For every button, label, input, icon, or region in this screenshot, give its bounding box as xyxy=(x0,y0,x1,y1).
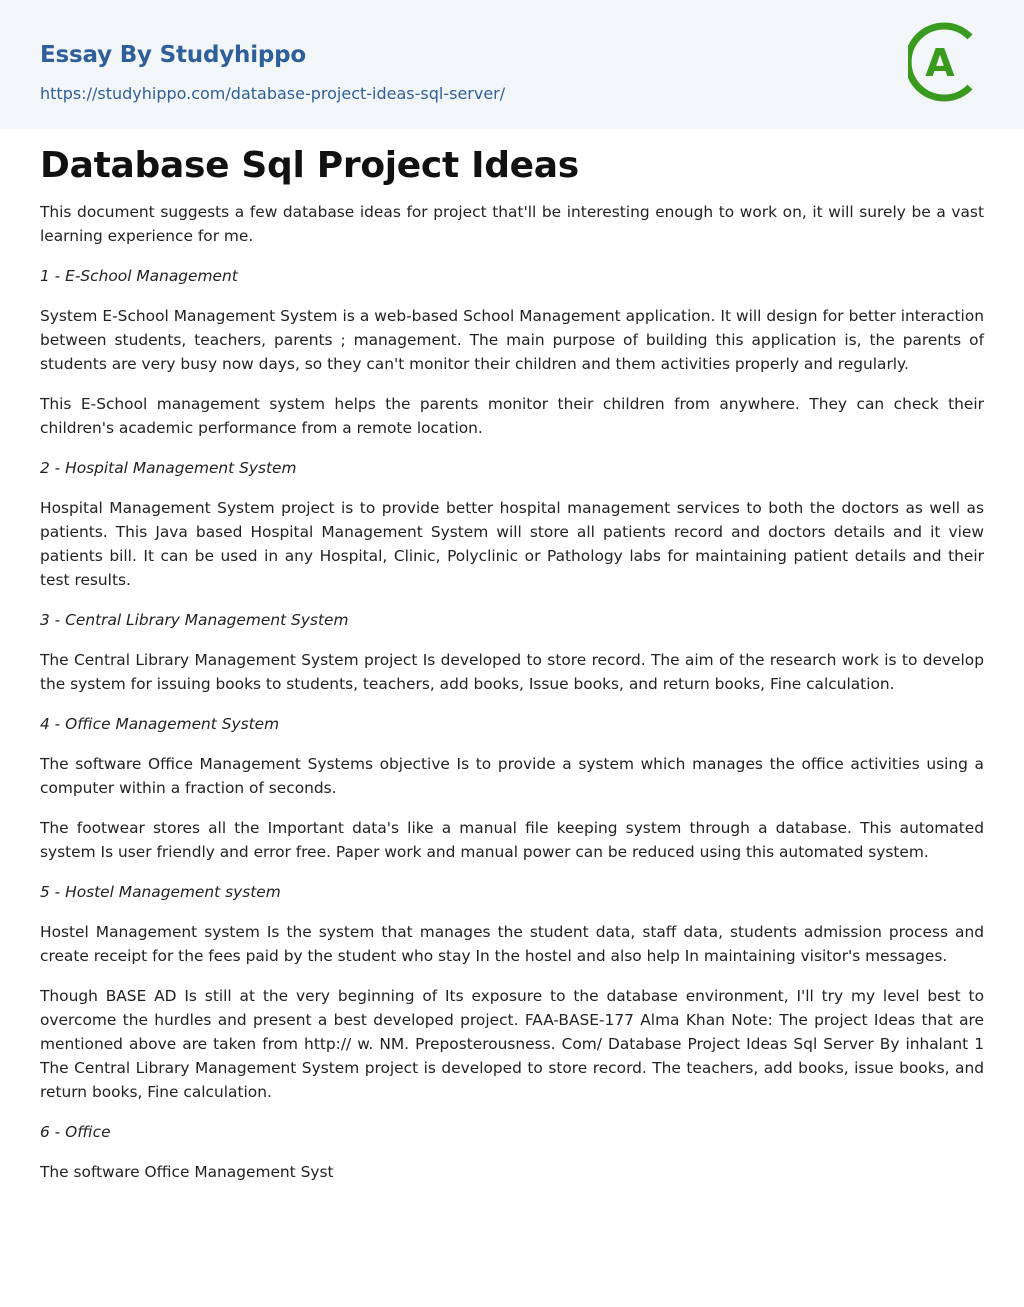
article xyxy=(40,140,984,1200)
paragraph: System E-School Management System is a web-based School Management application. It will design for better interaction between students, teachers, parents ; management. The main purpose of building this application is, the parents of students are very busy now days, so they can't monitor their children and them activities properly and regularly. xyxy=(40,307,984,373)
paragraph: This document suggests a few database ideas for project that'll be interesting enough to work on, it will surely be a vast learning experience for me. xyxy=(40,203,984,245)
paragraph: This E-School management system helps the parents monitor their children from anywhere. They can check their children's academic performance from a remote location. xyxy=(40,395,984,437)
header-bar xyxy=(0,0,1024,129)
section-heading: 6 - Office xyxy=(40,1123,111,1141)
paragraph: The Central Library Management System project Is developed to store record. The aim of the research work is to develop the system for issuing books to students, teachers, add books, Issue books, and return books, Fine calculation. xyxy=(40,651,984,693)
logo-letter: A xyxy=(925,41,955,85)
paragraph: The software Office Management Systems objective Is to provide a system which manages the office activities using a computer within a fraction of seconds. xyxy=(40,755,984,797)
logo-icon[interactable] xyxy=(908,18,988,106)
source-url-link[interactable]: https://studyhippo.com/database-project-ideas-sql-server/ xyxy=(40,84,506,103)
page-title: Database Sql Project Ideas xyxy=(40,145,579,186)
section-heading: 5 - Hostel Management system xyxy=(40,883,281,901)
section-heading: 4 - Office Management System xyxy=(40,715,280,733)
section-heading: 2 - Hospital Management System xyxy=(40,459,297,477)
paragraph: Hostel Management system Is the system that manages the student data, staff data, students admission process and create receipt for the fees paid by the student who stay In the hostel and also help In maintaining visitor's messages. xyxy=(40,923,984,965)
section-heading: 3 - Central Library Management System xyxy=(40,611,349,629)
paragraph: Hospital Management System project is to provide better hospital management services to both the doctors as well as patients. This Java based Hospital Management System will store all patients record and doctors details and it view patients bill. It can be used in any Hospital, Clinic, Polyclinic or Pathology labs for maintaining patient details and their test results. xyxy=(40,499,984,589)
paragraph: The footwear stores all the Important data's like a manual file keeping system through a database. This automated system Is user friendly and error free. Paper work and manual power can be reduced using this automated system. xyxy=(40,819,984,861)
section-heading: 1 - E-School Management xyxy=(40,267,238,285)
brand-title[interactable]: Essay By Studyhippo xyxy=(40,42,307,68)
article-body xyxy=(40,200,984,1184)
paragraph: Though BASE AD Is still at the very beginning of Its exposure to the database environment, I'll try my level best to overcome the hurdles and present a best developed project. FAA-BASE-177 Alma Khan Note: The project Ideas that are mentioned above are taken from http:// w. NM. Preposterousness. Com/ Database Project Ideas Sql Server By inhalant 1 The Central Library Management System project is developed to store record. The teachers, add books, issue books, and return books, Fine calculation. xyxy=(40,987,984,1101)
paragraph: The software Office Management Syst xyxy=(40,1163,334,1181)
